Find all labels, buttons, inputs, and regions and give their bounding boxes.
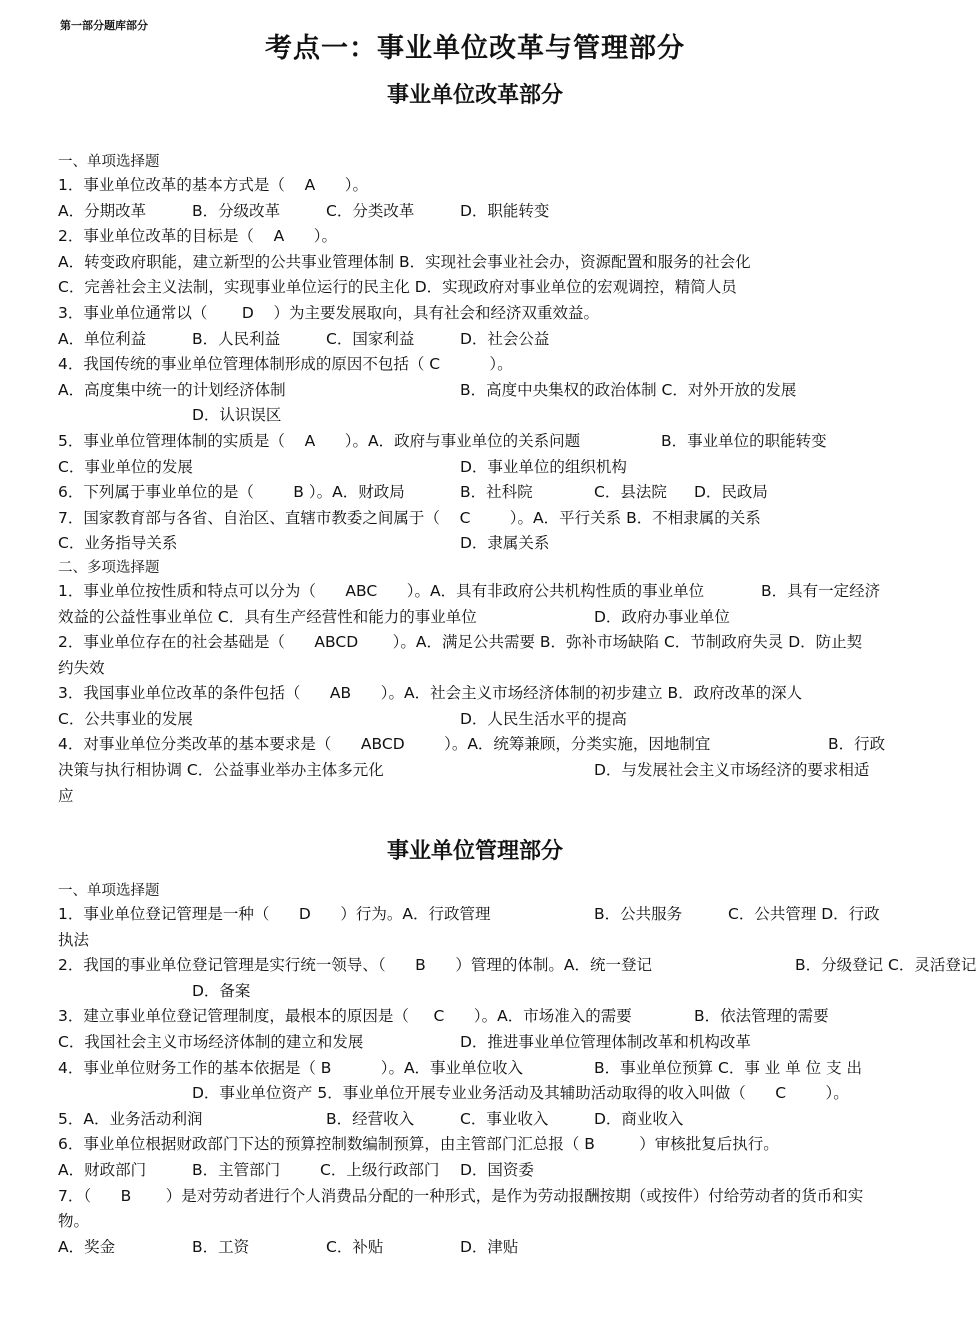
text-line <box>58 758 900 784</box>
text-line <box>58 902 900 928</box>
text-segment: D．政府办事业单位 <box>594 607 730 626</box>
text-segment: B．高度中央集权的政治体制 C．对外开放的发展 <box>460 380 797 399</box>
text-segment: C．事业收入 <box>460 1109 549 1128</box>
text-line <box>58 979 900 1005</box>
text-line <box>58 275 900 301</box>
text-line <box>58 1209 900 1235</box>
text-segment: B．主管部门 <box>192 1160 281 1179</box>
main-title: 考点一：事业单位改革与管理部分 <box>265 33 685 64</box>
text-line <box>58 403 900 429</box>
text-line <box>58 378 900 404</box>
text-segment: A．转变政府职能，建立新型的公共事业管理体制 B．实现社会事业社会办，资源配置和服务的社会化 <box>58 252 751 271</box>
text-segment: D．隶属关系 <box>460 534 550 553</box>
text-segment: D．事业单位资产 5．事业单位开展专业业务活动及其辅助活动取得的收入叫做（ C ）。 <box>192 1084 849 1103</box>
question-type-heading <box>58 880 900 902</box>
text-line <box>58 605 900 631</box>
text-segment: 2．我国的事业单位登记管理是实行统一领导、（ B ）管理的体制。A．统一登记 <box>58 956 652 975</box>
text-line <box>58 199 900 225</box>
text-line <box>58 1107 900 1133</box>
text-segment: 1．事业单位按性质和特点可以分为（ ABC ）。A．具有非政府公共机构性质的事业单位 <box>58 581 705 600</box>
text-segment: 6．事业单位根据财政部门下达的预算控制数编制预算，由主管部门汇总报（ B ）审核批复后执行。 <box>58 1135 779 1154</box>
text-line <box>58 531 900 557</box>
text-line <box>58 928 900 954</box>
text-segment: C．业务指导关系 <box>58 534 178 553</box>
section-title-management: 事业单位管理部分 <box>386 839 563 864</box>
text-segment: B．社科院 <box>460 483 533 502</box>
text-segment: D．津贴 <box>460 1237 519 1256</box>
text-line <box>58 630 900 656</box>
text-segment: C．国家利益 <box>326 329 415 348</box>
text-segment: 约失效 <box>58 658 105 677</box>
text-line <box>58 707 900 733</box>
text-segment: B．公共服务 <box>594 905 683 923</box>
text-line <box>58 953 976 979</box>
text-segment: B．事业单位预算 C．事 业 单 位 支 出 <box>594 1058 863 1077</box>
text-segment: 7．（ B ）是对劳动者进行个人消费品分配的一种形式，是作为劳动报酬按期（或按件）付给劳动者的货币和实 <box>58 1186 864 1205</box>
text-segment: D．职能转变 <box>460 201 550 220</box>
text-line <box>58 579 900 605</box>
text-segment: D．商业收入 <box>594 1109 684 1128</box>
text-segment: B．工资 <box>192 1237 250 1256</box>
text-segment: 2．事业单位改革的目标是（ A ）。 <box>58 227 337 246</box>
text-segment: B．具有一定经济 <box>761 581 881 600</box>
text-segment: B．依法管理的需要 <box>694 1007 829 1026</box>
text-segment: 效益的公益性事业单位 C．具有生产经营性和能力的事业单位 <box>58 607 477 626</box>
text-segment: D．与发展社会主义市场经济的要求相适 <box>594 761 870 780</box>
text-segment: C．县法院 <box>594 483 667 502</box>
question-type-heading <box>58 557 900 579</box>
text-segment: B．分级改革 <box>192 201 281 220</box>
text-segment: C．上级行政部门 <box>320 1160 440 1179</box>
text-segment: 5．A．业务活动利润 <box>58 1109 203 1128</box>
text-line <box>58 656 900 682</box>
text-line <box>58 429 900 455</box>
text-segment: C．我国社会主义市场经济体制的建立和发展 <box>58 1032 364 1051</box>
text-segment: D．民政局 <box>694 483 768 502</box>
text-line <box>58 681 900 707</box>
text-segment: B．行政 <box>828 735 886 754</box>
text-line <box>58 1030 900 1056</box>
text-line <box>58 327 900 353</box>
text-segment: 2．事业单位存在的社会基础是（ ABCD ）。A．满足公共需要 B．弥补市场缺陷 C．节制政府失灵 D．防止契 <box>58 633 863 652</box>
text-line <box>58 1184 900 1210</box>
text-segment: A．单位利益 <box>58 329 147 348</box>
text-segment: 一、单项选择题 <box>58 883 160 899</box>
text-segment: B．事业单位的职能转变 <box>661 431 827 450</box>
text-line <box>58 455 900 481</box>
text-line <box>58 1056 900 1082</box>
text-segment: 决策与执行相协调 C．公益事业举办主体多元化 <box>58 761 384 780</box>
text-segment: C．公共管理 D．行政 <box>728 905 880 923</box>
text-segment: 执法 <box>58 930 90 949</box>
section-reform <box>58 151 900 809</box>
text-segment: 4．对事业单位分类改革的基本要求是（ ABCD ）。A．统筹兼顾，分类实施，因地制宜 <box>58 735 711 754</box>
text-segment: D．人民生活水平的提高 <box>460 709 627 728</box>
text-segment: D．国资委 <box>460 1160 534 1179</box>
text-segment: 3．我国事业单位改革的条件包括（ AB ）。A．社会主义市场经济体制的初步建立 B．政府改革的深人 <box>58 684 803 703</box>
text-line <box>58 1132 900 1158</box>
question-type-heading <box>58 151 900 173</box>
text-segment: A．奖金 <box>58 1237 116 1256</box>
text-segment: B．人民利益 <box>192 329 281 348</box>
text-line <box>58 732 900 758</box>
text-line <box>58 1004 900 1030</box>
text-segment: A．分期改革 <box>58 201 147 220</box>
text-segment: C．分类改革 <box>326 201 415 220</box>
text-segment: C．事业单位的发展 <box>58 457 193 476</box>
text-segment: 物。 <box>58 1212 90 1231</box>
text-segment: C．补贴 <box>326 1237 384 1256</box>
text-line <box>58 784 900 810</box>
text-segment: 5．事业单位管理体制的实质是（ A ）。A．政府与事业单位的关系问题 <box>58 431 581 450</box>
text-segment: A．财政部门 <box>58 1160 147 1179</box>
text-segment: 4．我国传统的事业单位管理体制形成的原因不包括（ C ）。 <box>58 355 513 374</box>
text-segment: 1．事业单位改革的基本方式是（ A ）。 <box>58 176 368 194</box>
text-line <box>58 480 900 506</box>
text-segment: C．完善社会主义法制，实现事业单位运行的民主化 D．实现政府对事业单位的宏观调控，精简人员 <box>58 278 737 297</box>
text-segment: 应 <box>58 786 74 805</box>
text-segment: 二、多项选择题 <box>58 559 160 576</box>
text-segment: 7．国家教育部与各省、自治区、直辖市教委之间属于（ C ）。A．平行关系 B．不相隶属的关系 <box>58 508 761 527</box>
text-segment: D．推进事业单位管理体制改革和机构改革 <box>460 1032 751 1051</box>
text-segment: A．高度集中统一的计划经济体制 <box>58 380 286 399</box>
text-segment: 一、单项选择题 <box>58 154 160 170</box>
text-segment: 3．事业单位通常以（ D ）为主要发展取向，具有社会和经济双重效益。 <box>58 303 599 322</box>
section-management <box>58 880 976 1260</box>
text-segment: 4．事业单位财务工作的基本依据是（ B ）。A．事业单位收入 <box>58 1058 524 1077</box>
text-segment: 3．建立事业单位登记管理制度，最根本的原因是（ C ）。A．市场准入的需要 <box>58 1007 632 1026</box>
text-segment: C．公共事业的发展 <box>58 709 193 728</box>
text-line <box>58 506 900 532</box>
text-line <box>58 224 900 250</box>
text-line <box>58 1081 900 1107</box>
text-line <box>58 301 900 327</box>
text-segment: D．社会公益 <box>460 329 550 348</box>
text-line <box>58 352 900 378</box>
text-line <box>58 173 900 199</box>
text-segment: D．备案 <box>192 981 251 1000</box>
text-segment: B．分级登记 C．灵活登记 <box>795 956 976 975</box>
text-line <box>58 1235 900 1261</box>
text-segment: B．经营收入 <box>326 1109 415 1128</box>
header-note: 第一部分题库部分 <box>60 19 148 32</box>
text-segment: 1．事业单位登记管理是一种（ D ）行为。A．行政管理 <box>58 905 491 923</box>
text-segment: D．认识误区 <box>192 406 282 425</box>
text-segment: D．事业单位的组织机构 <box>460 457 627 476</box>
text-line <box>58 1158 900 1184</box>
text-line <box>58 250 900 276</box>
section-title-reform: 事业单位改革部分 <box>386 83 563 108</box>
text-segment: 6．下列属于事业单位的是（ B ）。A．财政局 <box>58 483 405 502</box>
